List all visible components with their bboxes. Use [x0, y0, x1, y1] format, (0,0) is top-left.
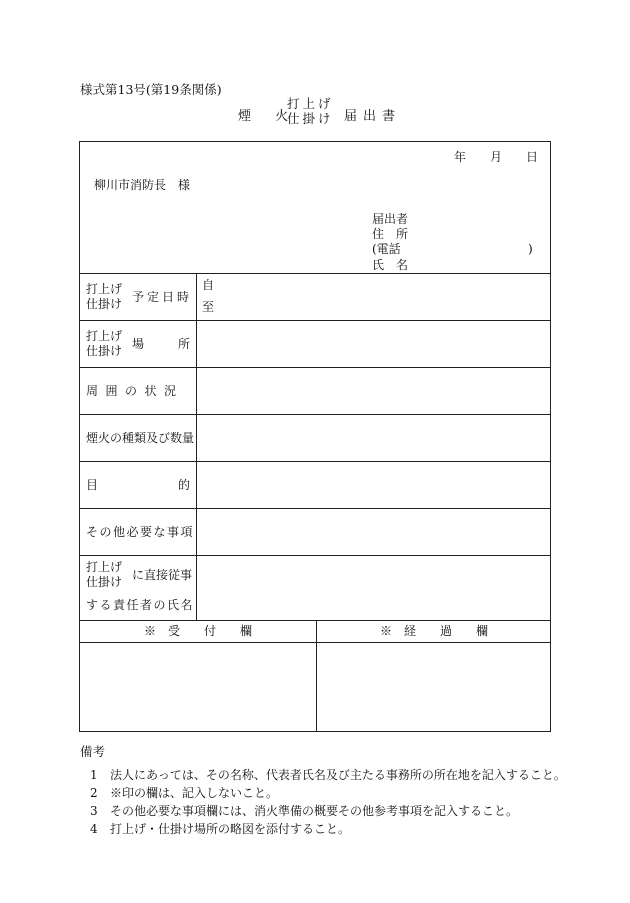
- phone-close: ): [528, 242, 533, 256]
- notification-form: [79, 141, 551, 732]
- name-label: 氏 名: [372, 258, 409, 272]
- remark-4: [90, 820, 350, 837]
- label-column-divider: [196, 273, 197, 620]
- applicant-label: 届出者: [372, 212, 409, 226]
- remark-text: その他必要な事項欄には、消火準備の概要その他参考事項を記入すること。: [110, 804, 519, 818]
- remark-number: 4: [90, 822, 98, 836]
- purpose-label-a: 目: [86, 478, 99, 492]
- fireworks-label: 煙火の種類及び数量: [86, 431, 195, 445]
- phone-open: (電話: [372, 242, 401, 256]
- row-divider: [80, 642, 550, 643]
- place-stack-bottom: 仕掛け: [86, 344, 123, 358]
- responsible-line2: する責任者の氏名: [86, 598, 195, 612]
- remark-number: 2: [90, 786, 98, 800]
- title-stack-top: 打上げ: [287, 96, 334, 111]
- schedule-stack-bottom: 仕掛け: [86, 297, 123, 311]
- responsible-line1: に直接従事: [132, 568, 193, 582]
- place-label-a: 場: [132, 337, 145, 351]
- row-divider: [80, 508, 550, 509]
- remark-1: [90, 766, 566, 783]
- schedule-stack: [86, 282, 122, 312]
- row-divider: [80, 555, 550, 556]
- title-stack-bottom: 仕掛け: [287, 111, 334, 126]
- responsible-stack-top: 打上げ: [86, 560, 123, 574]
- remarks-heading: 備考: [80, 744, 106, 759]
- title-prefix: 煙 火: [238, 109, 299, 124]
- progress-header: ※ 経 過 欄: [380, 624, 489, 638]
- schedule-stack-top: 打上げ: [86, 282, 123, 296]
- remark-3: [90, 802, 518, 819]
- remark-text: ※印の欄は、記入しないこと。: [110, 786, 279, 800]
- addressee: 柳川市消防長 様: [94, 178, 191, 192]
- other-label: その他必要な事項: [86, 525, 195, 539]
- row-divider: [80, 320, 550, 321]
- title-suffix: 届出書: [344, 109, 402, 124]
- footer-column-divider: [316, 620, 317, 731]
- responsible-stack-bottom: 仕掛け: [86, 575, 123, 589]
- row-divider: [80, 367, 550, 368]
- reception-header: ※ 受 付 欄: [144, 624, 253, 638]
- place-stack-top: 打上げ: [86, 329, 123, 343]
- row-divider: [80, 414, 550, 415]
- remark-2: [90, 784, 278, 801]
- remark-text: 法人にあっては、その名称、代表者氏名及び主たる事務所の所在地を記入すること。: [110, 768, 566, 782]
- remark-number: 1: [90, 768, 98, 782]
- remark-text: 打上げ・仕掛け場所の略図を添付すること。: [110, 822, 351, 836]
- date-day: 日: [526, 150, 539, 164]
- remark-number: 3: [90, 804, 98, 818]
- place-label-b: 所: [178, 337, 191, 351]
- responsible-stack: [86, 560, 122, 590]
- place-stack: [86, 329, 122, 359]
- form-number: 様式第13号(第19条関係): [80, 82, 222, 97]
- address-label: 住 所: [372, 227, 409, 241]
- row-divider: [80, 273, 550, 274]
- purpose-label-b: 的: [178, 478, 191, 492]
- schedule-label: 予定日時: [132, 290, 193, 304]
- row-divider: [80, 461, 550, 462]
- schedule-to: 至: [202, 300, 215, 314]
- date-month: 月: [490, 150, 503, 164]
- date-year: 年: [454, 150, 467, 164]
- schedule-from: 自: [202, 278, 215, 292]
- title-stack: [287, 96, 334, 126]
- surroundings-label: 周囲の状況: [86, 384, 184, 398]
- row-divider: [80, 620, 550, 621]
